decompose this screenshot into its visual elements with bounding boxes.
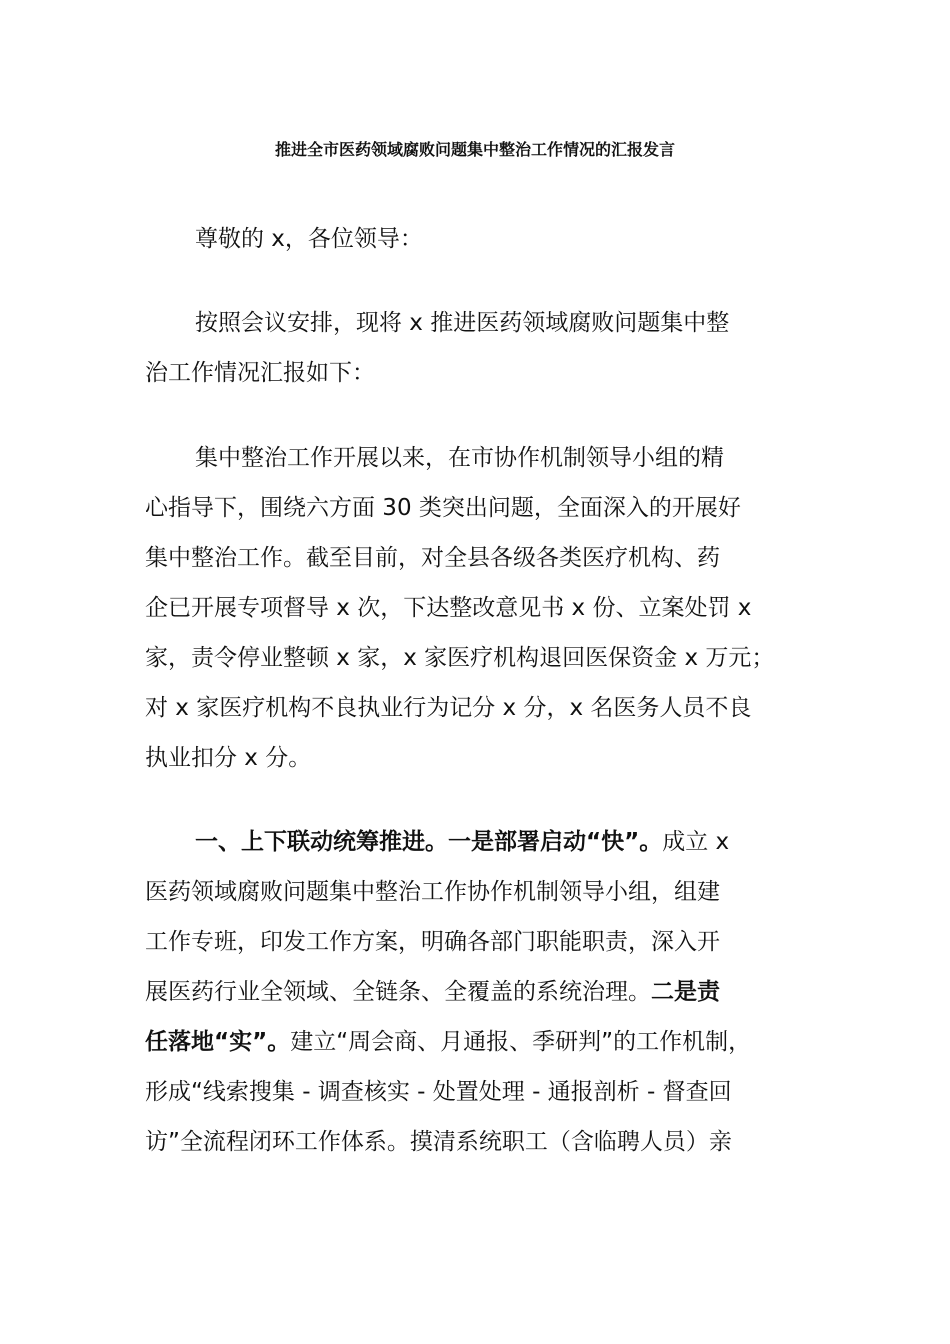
paragraph-line xyxy=(145,1017,751,1067)
text-segment: 心指导下，围绕六方面 30 类突出问题，全面深入的开展好 xyxy=(145,495,741,521)
text-segment: 访”全流程闭环工作体系。摸清系统职工（含临聘人员）亲 xyxy=(145,1129,732,1155)
text-segment-bold: 任落地“实”。 xyxy=(145,1029,291,1055)
text-segment: 医药领域腐败问题集中整治工作协作机制领导小组，组建 xyxy=(145,879,720,905)
text-segment: 工作专班，印发工作方案，明确各部门职能职责，深入开 xyxy=(145,929,720,955)
text-segment-bold: 二是责 xyxy=(651,979,720,1005)
paragraph-line xyxy=(145,583,751,633)
paragraph-line xyxy=(145,917,720,967)
paragraph-line xyxy=(145,348,375,398)
paragraph-line xyxy=(195,433,724,483)
paragraph-line xyxy=(145,483,741,533)
paragraph-line xyxy=(145,867,720,917)
paragraph-line xyxy=(145,733,311,783)
text-segment: 家，责令停业整顿 x 家，x 家医疗机构退回医保资金 x 万元； xyxy=(145,645,775,671)
document-title: 推进全市医药领域腐败问题集中整治工作情况的汇报发言 xyxy=(274,140,675,159)
salutation-line xyxy=(195,214,423,264)
text-segment: 集中整治工作。截至目前，对全县各级各类医疗机构、药 xyxy=(145,545,720,571)
text-segment: 执业扣分 x 分。 xyxy=(145,745,312,771)
paragraph-line xyxy=(145,533,720,583)
paragraph-line xyxy=(195,817,729,867)
paragraph-line xyxy=(145,1067,732,1117)
text-segment: 对 x 家医疗机构不良执业行为记分 x 分，x 名医务人员不良 xyxy=(145,695,752,721)
text-segment: 形成“线索搜集 - 调查核实 - 处置处理 - 通报剖析 - 督查回 xyxy=(145,1079,732,1105)
paragraph-line xyxy=(145,683,751,733)
text-segment: 展医药行业全领域、全链条、全覆盖的系统治理。 xyxy=(145,979,651,1005)
paragraph-line xyxy=(195,298,729,348)
paragraph-line xyxy=(145,967,720,1017)
text-segment: 成立 x xyxy=(662,829,730,855)
text-segment: 建立“周会商、月通报、季研判”的工作机制， xyxy=(290,1029,752,1055)
text-segment: 治工作情况汇报如下： xyxy=(145,360,375,386)
paragraph-line xyxy=(145,633,774,683)
paragraph-line xyxy=(145,1117,732,1167)
text-segment: 尊敬的 x，各位领导： xyxy=(195,226,423,252)
text-segment-bold: 一、上下联动统筹推进。一是部署启动“快”。 xyxy=(195,829,663,855)
text-segment: 集中整治工作开展以来，在市协作机制领导小组的精 xyxy=(195,445,724,471)
text-segment: 企已开展专项督导 x 次，下达整改意见书 x 份、立案处罚 x xyxy=(145,595,752,621)
text-segment: 按照会议安排，现将 x 推进医药领域腐败问题集中整 xyxy=(195,310,730,336)
